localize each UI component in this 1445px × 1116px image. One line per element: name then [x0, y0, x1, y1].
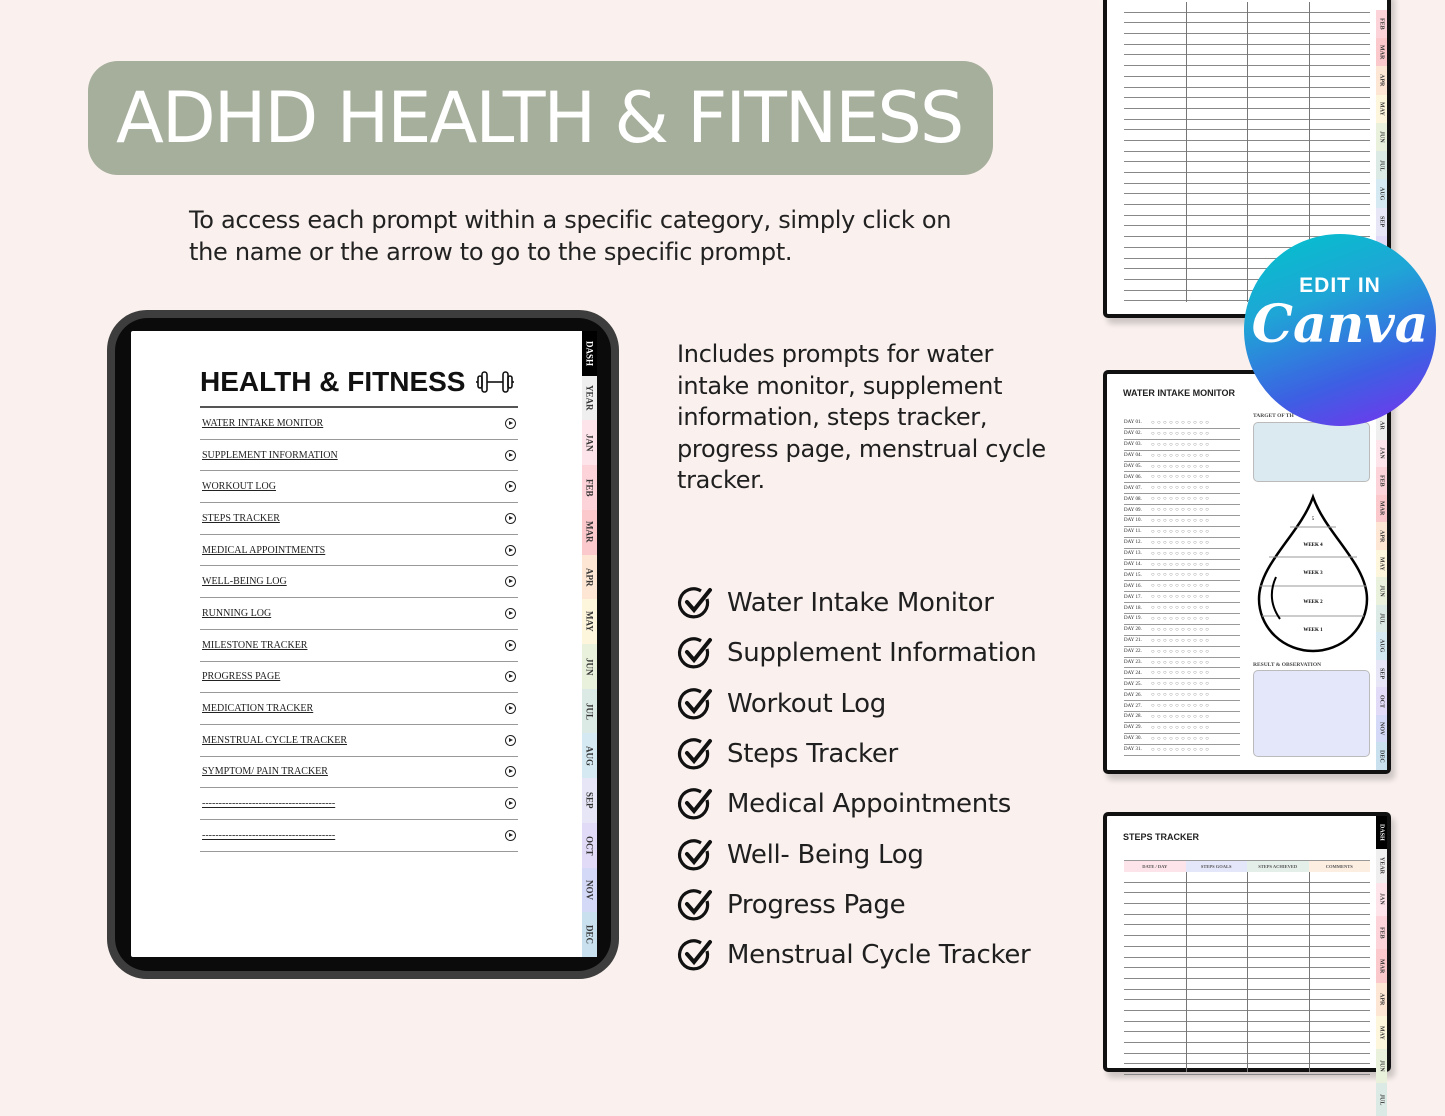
menu-item-label[interactable]: MEDICATION TRACKER [202, 703, 314, 715]
tab-may[interactable]: MAY [1376, 95, 1387, 123]
water-drops-icon[interactable]: ○○○○○○○○○○ [1151, 528, 1212, 535]
tab-year[interactable]: YEAR [1376, 849, 1387, 882]
water-drops-icon[interactable]: ○○○○○○○○○○ [1151, 583, 1212, 590]
menu-item[interactable] [200, 408, 518, 440]
arrow-circle-icon[interactable] [505, 481, 516, 492]
menu-item[interactable] [200, 820, 518, 852]
day-label: DAY 16. [1124, 583, 1142, 589]
title-banner [88, 61, 993, 175]
day-row[interactable] [1124, 690, 1240, 701]
tab-sep[interactable]: SEP [1376, 208, 1387, 236]
checklist-item [677, 578, 1036, 628]
day-label: DAY 17. [1124, 594, 1142, 600]
tab-jul[interactable]: JUL [582, 689, 597, 734]
water-drops-icon[interactable]: ○○○○○○○○○○ [1151, 615, 1212, 622]
menu-item[interactable] [200, 503, 518, 535]
drop-label: WEEK 3 [1303, 571, 1323, 576]
day-row[interactable] [1124, 668, 1240, 679]
water-drops-icon[interactable]: ○○○○○○○○○○ [1151, 692, 1212, 699]
page-title: WATER INTAKE MONITOR [1123, 388, 1235, 398]
water-drops-icon[interactable]: ○○○○○○○○○○ [1151, 681, 1212, 688]
checklist-label: Supplement Information [727, 638, 1037, 669]
water-drops-icon[interactable]: ○○○○○○○○○○ [1151, 594, 1212, 601]
water-drops-icon[interactable]: ○○○○○○○○○○ [1151, 735, 1212, 742]
tab-apr[interactable]: APR [1376, 522, 1387, 550]
water-drops-icon[interactable]: ○○○○○○○○○○ [1151, 539, 1212, 546]
tab-jun[interactable]: JUN [1376, 577, 1387, 605]
check-circle-icon [677, 686, 713, 722]
day-label: DAY 25. [1124, 681, 1142, 687]
dumbbell-icon [475, 369, 515, 395]
menu-item-label[interactable]: MEDICAL APPOINTMENTS [202, 544, 326, 556]
day-label: DAY 04. [1124, 453, 1142, 459]
tab-jun[interactable]: JUN [1376, 123, 1387, 151]
arrow-circle-icon[interactable] [505, 703, 516, 714]
day-row[interactable] [1124, 658, 1240, 669]
day-row[interactable] [1124, 712, 1240, 723]
tab-feb[interactable]: FEB [1376, 10, 1387, 38]
tab-oct[interactable]: OCT [582, 823, 597, 868]
page-tabs [1376, 816, 1387, 1116]
menu-item[interactable] [200, 598, 518, 630]
badge-line1: EDIT IN [1299, 274, 1381, 297]
day-row[interactable] [1124, 472, 1240, 483]
water-drops-icon[interactable]: ○○○○○○○○○○ [1151, 507, 1212, 514]
prompt-menu [200, 406, 518, 852]
tab-apr[interactable]: APR [1376, 66, 1387, 94]
checklist-label: Well- Being Log [727, 839, 924, 870]
day-row[interactable] [1124, 647, 1240, 658]
planner-heading [200, 366, 515, 398]
arrow-circle-icon[interactable] [505, 798, 516, 809]
drop-label: 5 [1311, 517, 1315, 522]
description: Includes prompts for water intake monitor, supplement information, steps tracker, progress page, menstrual cycle tracker. [677, 340, 1046, 495]
day-row[interactable] [1124, 560, 1240, 571]
water-drops-icon[interactable]: ○○○○○○○○○○ [1151, 659, 1212, 666]
water-drops-icon[interactable]: ○○○○○○○○○○ [1151, 746, 1212, 753]
day-row[interactable] [1124, 494, 1240, 505]
result-box[interactable] [1253, 670, 1370, 757]
tab-mar[interactable]: MAR [1376, 949, 1387, 982]
checklist-label: Progress Page [727, 889, 906, 920]
arrow-circle-icon[interactable] [505, 608, 516, 619]
water-drops-icon[interactable]: ○○○○○○○○○○ [1151, 670, 1212, 677]
heading-text: HEALTH & FITNESS [200, 366, 466, 397]
day-row[interactable] [1124, 614, 1240, 625]
day-label: DAY 02. [1124, 431, 1142, 437]
checklist-item [677, 779, 1036, 829]
day-row[interactable] [1124, 603, 1240, 614]
tab-mar[interactable]: MAR [1376, 495, 1387, 523]
checklist-item [677, 930, 1036, 980]
arrow-circle-icon[interactable] [505, 766, 516, 777]
menu-item[interactable] [200, 693, 518, 725]
menu-item[interactable] [200, 535, 518, 567]
tab-jan[interactable]: JAN [582, 420, 597, 465]
tablet-screen [131, 331, 597, 957]
menu-item-label[interactable]: ---------------------------------------- [202, 798, 336, 810]
tab-dash[interactable]: DASH [582, 331, 597, 376]
menu-item-label[interactable]: WORKOUT LOG [202, 481, 276, 493]
tab-apr[interactable]: APR [1376, 983, 1387, 1016]
day-row[interactable] [1124, 549, 1240, 560]
menu-item[interactable] [200, 788, 518, 820]
tab-may[interactable]: MAY [582, 599, 597, 644]
drop-label: WEEK 1 [1303, 628, 1323, 633]
tab-mar[interactable]: MAR [582, 510, 597, 555]
menu-item[interactable] [200, 757, 518, 789]
day-row[interactable] [1124, 451, 1240, 462]
day-row[interactable] [1124, 734, 1240, 745]
tab-mar[interactable]: MAR [1376, 38, 1387, 66]
menu-item-label[interactable]: PROGRESS PAGE [202, 671, 281, 683]
day-label: DAY 30. [1124, 736, 1142, 742]
tab-jul[interactable]: JUL [1376, 605, 1387, 633]
water-drops-icon[interactable]: ○○○○○○○○○○ [1151, 452, 1212, 459]
tab-jun[interactable]: JUN [1376, 1049, 1387, 1082]
tab-feb[interactable]: FEB [1376, 467, 1387, 495]
day-label: DAY 09. [1124, 507, 1142, 513]
water-drop-icon [1256, 494, 1370, 654]
checklist-label: Water Intake Monitor [727, 588, 994, 619]
water-drops-icon[interactable]: ○○○○○○○○○○ [1151, 648, 1212, 655]
target-box[interactable] [1253, 422, 1370, 482]
tab-aug[interactable]: AUG [1376, 179, 1387, 207]
check-circle-icon [677, 635, 713, 671]
day-row[interactable] [1124, 625, 1240, 636]
day-label: DAY 23. [1124, 660, 1142, 666]
water-drops-icon[interactable]: ○○○○○○○○○○ [1151, 703, 1212, 710]
month-tabs [582, 331, 597, 957]
tab-dash[interactable]: DASH [1376, 816, 1387, 849]
tab-apr[interactable]: APR [582, 555, 597, 600]
day-row[interactable] [1124, 538, 1240, 549]
day-label: DAY 21. [1124, 638, 1142, 644]
checklist-label: Workout Log [727, 688, 886, 719]
day-row[interactable] [1124, 592, 1240, 603]
tab-dec[interactable]: DEC [582, 912, 597, 957]
tab-jul[interactable]: JUL [1376, 1083, 1387, 1116]
water-drops-icon[interactable]: ○○○○○○○○○○ [1151, 550, 1212, 557]
water-intake-page [1103, 370, 1391, 774]
arrow-circle-icon[interactable] [505, 830, 516, 841]
column-divider [1186, 872, 1187, 1072]
water-drops-icon[interactable]: ○○○○○○○○○○ [1151, 485, 1212, 492]
day-row[interactable] [1124, 527, 1240, 538]
check-circle-icon [677, 937, 713, 973]
arrow-circle-icon[interactable] [505, 418, 516, 429]
day-label: DAY 05. [1124, 464, 1142, 469]
checklist-item [677, 880, 1036, 930]
day-row[interactable] [1124, 745, 1240, 756]
column-header: COMMENTS [1309, 861, 1371, 872]
tab-aug[interactable]: AUG [1376, 632, 1387, 660]
arrow-circle-icon[interactable] [505, 735, 516, 746]
checklist-item [677, 729, 1036, 779]
day-label: DAY 11. [1124, 529, 1142, 535]
tab-nov[interactable]: NOV [582, 868, 597, 913]
menu-item-label[interactable]: WATER INTAKE MONITOR [202, 417, 324, 429]
checklist-label: Steps Tracker [727, 739, 898, 770]
result-label: RESULT & OBSERVATION [1253, 662, 1322, 668]
day-label: DAY 31. [1124, 747, 1142, 753]
day-label: DAY 29. [1124, 725, 1142, 731]
arrow-circle-icon[interactable] [505, 450, 516, 461]
tab-jan[interactable]: JAN [1376, 883, 1387, 916]
tab-dec[interactable]: DEC [1376, 742, 1387, 770]
water-drops-icon[interactable]: ○○○○○○○○○○ [1151, 496, 1212, 503]
tab-sep[interactable]: SEP [582, 778, 597, 823]
tab-may[interactable]: MAY [1376, 550, 1387, 578]
day-label: DAY 26. [1124, 692, 1142, 698]
menu-item-label[interactable]: ---------------------------------------- [202, 829, 336, 841]
tab-jul[interactable]: JUL [1376, 151, 1387, 179]
day-row[interactable] [1124, 701, 1240, 712]
day-label: DAY 03. [1124, 442, 1142, 448]
column-divider [1247, 2, 1248, 302]
tab-jan[interactable]: JAN [1376, 440, 1387, 468]
water-drops-icon[interactable]: ○○○○○○○○○○ [1151, 724, 1212, 731]
subtitle: To access each prompt within a specific category, simply click on the name or the arrow to go to the specific prompt. [189, 206, 952, 266]
water-drops-icon[interactable]: ○○○○○○○○○○ [1151, 605, 1212, 612]
day-label: DAY 19. [1124, 616, 1142, 622]
day-label: DAY 28. [1124, 714, 1142, 720]
day-label: DAY 14. [1124, 562, 1142, 568]
tab-oct[interactable]: OCT [1376, 687, 1387, 715]
water-drops-icon[interactable]: ○○○○○○○○○○ [1151, 572, 1212, 579]
page-title: STEPS TRACKER [1123, 832, 1200, 842]
day-label: DAY 07. [1124, 485, 1142, 491]
column-divider [1186, 2, 1187, 302]
page-tabs [1376, 374, 1387, 770]
column-header: DATE / DAY [1124, 861, 1186, 872]
feature-checklist [677, 578, 1036, 980]
tab-feb[interactable]: FEB [582, 465, 597, 510]
day-label: DAY 24. [1124, 670, 1142, 676]
tab-sep[interactable]: SEP [1376, 660, 1387, 688]
arrow-circle-icon[interactable] [505, 576, 516, 587]
day-label: DAY 20. [1124, 627, 1142, 633]
tab-feb[interactable]: FEB [1376, 916, 1387, 949]
menu-item[interactable] [200, 471, 518, 503]
steps-table-header [1124, 860, 1370, 872]
menu-item[interactable] [200, 725, 518, 757]
day-row[interactable] [1124, 462, 1240, 473]
tab-aug[interactable]: AUG [582, 733, 597, 778]
day-row[interactable] [1124, 581, 1240, 592]
water-drops-icon[interactable]: ○○○○○○○○○○ [1151, 419, 1212, 426]
checklist-label: Menstrual Cycle Tracker [727, 940, 1031, 971]
tab-ar[interactable]: AR [1376, 412, 1387, 440]
tablet-mockup [107, 310, 619, 979]
day-label: DAY 08. [1124, 496, 1142, 502]
target-label: TARGET OF TH [1253, 413, 1294, 419]
day-label: DAY 12. [1124, 540, 1142, 546]
day-row[interactable] [1124, 483, 1240, 494]
day-row[interactable] [1124, 418, 1240, 429]
day-label: DAY 22. [1124, 649, 1142, 655]
menu-item[interactable] [200, 662, 518, 694]
day-label: DAY 10. [1124, 518, 1142, 524]
water-drops-icon[interactable]: ○○○○○○○○○○ [1151, 713, 1212, 720]
arrow-circle-icon[interactable] [505, 640, 516, 651]
menu-item-label[interactable]: MILESTONE TRACKER [202, 639, 308, 651]
menu-item[interactable] [200, 630, 518, 662]
column-header: STEPS GOALS [1186, 861, 1248, 872]
banner-title: ADHD HEALTH & FITNESS [116, 77, 963, 159]
arrow-circle-icon[interactable] [505, 545, 516, 556]
day-row[interactable] [1124, 723, 1240, 734]
check-circle-icon [677, 736, 713, 772]
menu-item-label[interactable]: SYMPTOM/ PAIN TRACKER [202, 766, 328, 778]
menu-item[interactable] [200, 440, 518, 472]
check-circle-icon [677, 786, 713, 822]
tab-year[interactable]: YEAR [582, 376, 597, 421]
column-header: STEPS ACHIEVED [1247, 861, 1309, 872]
day-label: DAY 15. [1124, 572, 1142, 578]
day-row[interactable] [1124, 679, 1240, 690]
day-row[interactable] [1124, 516, 1240, 527]
drop-label: WEEK 4 [1303, 543, 1323, 548]
menu-item-label[interactable]: MENSTRUAL CYCLE TRACKER [202, 734, 348, 746]
menu-item-label[interactable]: RUNNING LOG [202, 607, 272, 619]
menu-item[interactable] [200, 566, 518, 598]
tab-may[interactable]: MAY [1376, 1016, 1387, 1049]
water-drops-icon[interactable]: ○○○○○○○○○○ [1151, 430, 1212, 437]
arrow-circle-icon[interactable] [505, 513, 516, 524]
tab-nov[interactable]: NOV [1376, 715, 1387, 743]
day-list [1124, 418, 1240, 756]
day-row[interactable] [1124, 440, 1240, 451]
column-divider [1247, 872, 1248, 1072]
day-label: DAY 13. [1124, 551, 1142, 557]
column-divider [1309, 872, 1310, 1072]
steps-tracker-page [1103, 812, 1391, 1105]
check-circle-icon [677, 837, 713, 873]
day-row[interactable] [1124, 429, 1240, 440]
menu-item-label[interactable]: SUPPLEMENT INFORMATION [202, 449, 338, 461]
water-drops-icon[interactable]: ○○○○○○○○○○ [1151, 517, 1212, 524]
table-grid[interactable] [1124, 872, 1370, 1072]
arrow-circle-icon[interactable] [505, 671, 516, 682]
water-drops-icon[interactable]: ○○○○○○○○○○ [1151, 474, 1212, 481]
edit-in-canva-badge [1244, 234, 1436, 426]
page-tabs [1376, 0, 1387, 264]
water-drops-icon[interactable]: ○○○○○○○○○○ [1151, 463, 1212, 470]
day-label: DAY 27. [1124, 703, 1142, 709]
day-row[interactable] [1124, 636, 1240, 647]
tab-jun[interactable]: JUN [582, 644, 597, 689]
checklist-item [677, 628, 1036, 678]
menu-item-label[interactable]: STEPS TRACKER [202, 512, 280, 524]
water-drops-icon[interactable]: ○○○○○○○○○○ [1151, 441, 1212, 448]
check-circle-icon [677, 887, 713, 923]
canva-logo: Canva [1251, 294, 1429, 355]
menu-item-label[interactable]: WELL-BEING LOG [202, 576, 287, 588]
drop-label: WEEK 2 [1303, 600, 1323, 605]
check-circle-icon [677, 585, 713, 621]
water-drops-icon[interactable]: ○○○○○○○○○○ [1151, 637, 1212, 644]
water-drops-icon[interactable]: ○○○○○○○○○○ [1151, 561, 1212, 568]
day-label: DAY 01. [1124, 420, 1142, 426]
day-label: DAY 06. [1124, 474, 1142, 480]
day-row[interactable] [1124, 570, 1240, 581]
checklist-item [677, 829, 1036, 879]
day-label: DAY 18. [1124, 605, 1142, 611]
day-row[interactable] [1124, 505, 1240, 516]
water-drops-icon[interactable]: ○○○○○○○○○○ [1151, 626, 1212, 633]
checklist-label: Medical Appointments [727, 789, 1012, 820]
checklist-item [677, 679, 1036, 729]
